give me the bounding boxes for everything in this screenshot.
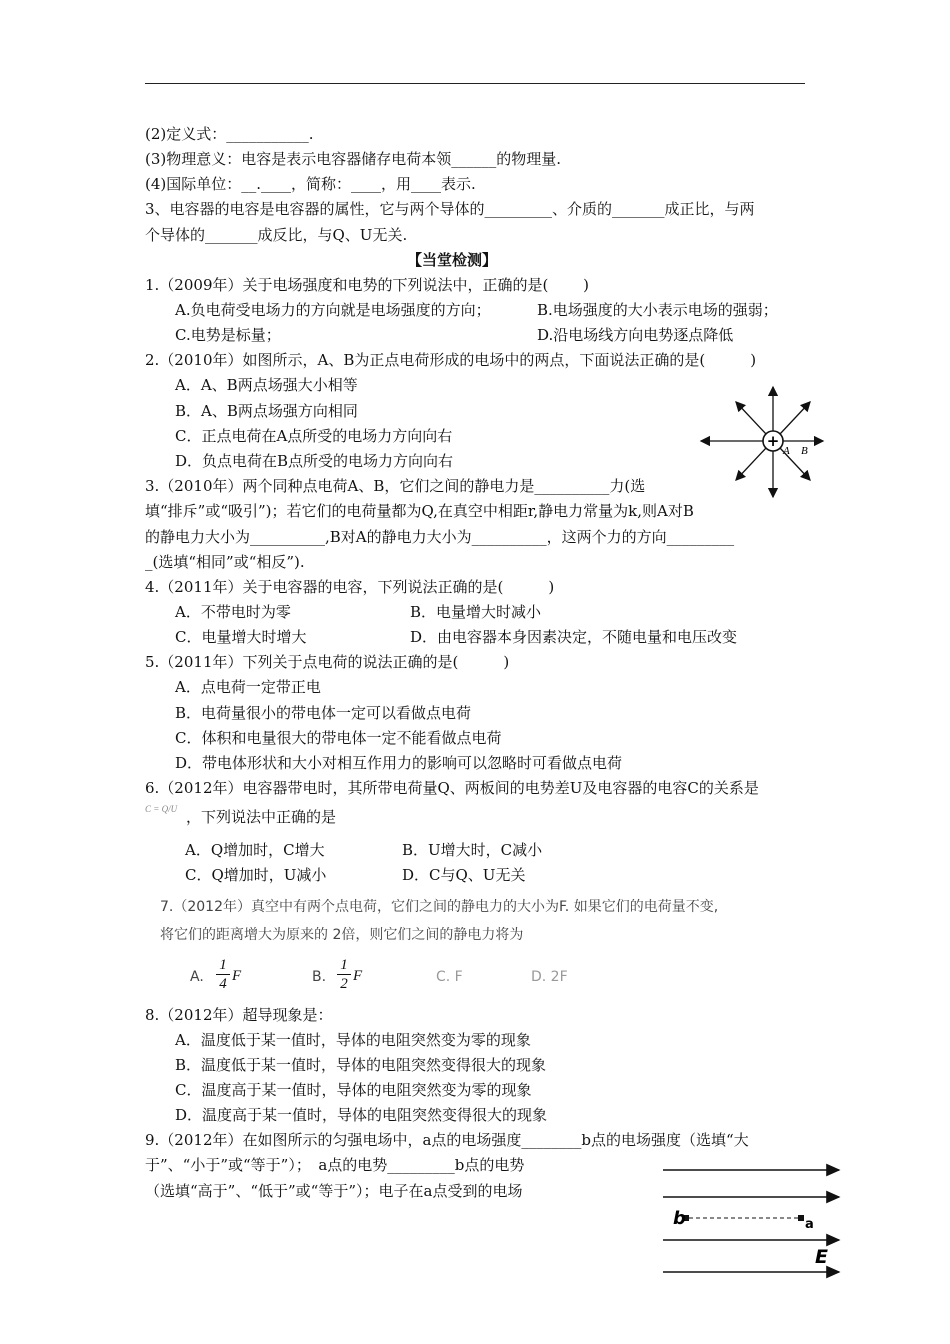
q5-option-c: C．体积和电量很大的带电体一定不能看做点电荷 [175,729,502,747]
uniform-field-diagram [655,1160,845,1290]
q6-option-a: A．Q增加时，C增大 [185,841,325,859]
question-3-line-2: 填“排斥”或“吸引”)；若它们的电荷量都为Q,在真空中相距r,静电力常量为k,则A对B [145,502,694,520]
question-7-line-1: 7.（2012年）真空中有两个点电荷，它们之间的静电力的大小为F. 如果它们的电荷量不变, [160,899,719,915]
q7-fraction-b-var: F [353,968,363,984]
q7-option-c: C. F [436,969,463,985]
line-meaning: (3)物理意义：电容是表示电容器储存电荷本领______的物理量. [145,150,562,168]
label-a: a [805,1217,814,1232]
q1-option-a: A.负电荷受电场力的方向就是电场强度的方向； [175,301,491,319]
q7-option-d: D. 2F [531,969,568,985]
q8-option-c: C．温度高于某一值时，导体的电阻突然变为零的现象 [175,1081,532,1099]
question-2: 2.（2010年）如图所示，A、B为正点电荷形成的电场中的两点，下面说法正确的是( ) [145,351,757,369]
q1-option-b: B.电场强度的大小表示电场的强弱； [537,301,778,319]
q5-option-b: B．电荷量很小的带电体一定可以看做点电荷 [175,704,472,722]
section-title: 【当堂检测】 [407,251,498,269]
q5-option-d: D．带电体形状和大小对相互作用力的影响可以忽略时可看做点电荷 [175,754,623,772]
q8-option-d: D．温度高于某一值时，导体的电阻突然变得很大的现象 [175,1106,548,1124]
q1-option-d: D.沿电场线方向电势逐点降低 [537,326,734,344]
q2-option-c: C．正点电荷在A点所受的电场力方向向右 [175,427,453,445]
question-3-line-1: 3.（2010年）两个同种点电荷A、B，它们之间的静电力是__________力(选 [145,477,646,495]
question-1: 1.（2009年）关于电场强度和电势的下列说法中，正确的是( ) [145,276,589,294]
point-charge-field-diagram [697,383,827,503]
header-rule [145,83,805,84]
q2-option-b: B．A、B两点场强方向相同 [175,402,358,420]
question-9-line-1: 9.（2012年）在如图所示的匀强电场中，a点的电场强度________b点的电场强度（选填“大 [145,1131,749,1149]
q7-fraction-b: 1 2 [337,957,351,992]
q7-fraction-a: 1 4 [216,957,230,992]
line-unit: (4)国际单位：__.____，简称：____，用____表示. [145,175,476,193]
point-b-label: B [801,445,808,457]
q6-option-c: C．Q增加时，U减小 [185,866,327,884]
question-6-tail: ，下列说法中正确的是 [186,808,337,826]
label-e: E [815,1246,828,1268]
question-5: 5.（2011年）下列关于点电荷的说法正确的是( ) [145,653,510,671]
point-a-label: A [783,445,790,457]
capacitance-formula: C = Q/U [145,804,178,814]
line-definition: (2)定义式：___________. [145,125,314,143]
charge-sign: + [766,432,780,450]
q8-option-b: B．温度低于某一值时，导体的电阻突然变得很大的现象 [175,1056,547,1074]
q8-option-a: A．温度低于某一值时，导体的电阻突然变为零的现象 [175,1031,531,1049]
label-b: b [673,1208,686,1229]
question-3-line-3: 的静电力大小为__________,B对A的静电力大小为__________，这两个力的方向_________ [145,528,735,546]
q4-option-b: B．电量增大时减小 [410,603,542,621]
question-6: 6.（2012年）电容器带电时，其所带电荷量Q、两板间的电势差U及电容器的电容C的关系是 [145,779,759,797]
q1-option-c: C.电势是标量； [175,326,281,344]
q4-option-c: C．电量增大时增大 [175,628,307,646]
q2-option-d: D．负点电荷在B点所受的电场力方向向右 [175,452,454,470]
question-9-line-2: 于”、“小于”或“等于”）； a点的电势_________b点的电势 [145,1156,525,1174]
q4-option-a: A．不带电时为零 [175,603,291,621]
question-8: 8.（2012年）超导现象是： [145,1006,333,1024]
line-property-1: 3、电容器的电容是电容器的属性，它与两个导体的_________、介质的_______成正比，与两 [145,200,755,218]
line-property-2: 个导体的_______成反比，与Q、U无关. [145,226,408,244]
q5-option-a: A．点电荷一定带正电 [175,678,321,696]
question-9-line-3: （选填“高于”、“低于”或“等于”）；电子在a点受到的电场 [145,1182,523,1200]
q7-option-b: B. [312,969,327,985]
q6-option-b: B．U增大时，C减小 [402,841,543,859]
question-7-line-2: 将它们的距离增大为原来的 2倍，则它们之间的静电力将为 [160,927,524,943]
question-3-line-4: _(选填“相同”或“相反”). [145,553,305,571]
q2-option-a: A．A、B两点场强大小相等 [175,376,358,394]
q6-option-d: D．C与Q、U无关 [402,866,526,884]
q7-fraction-a-var: F [232,968,242,984]
q7-option-a: A. [190,969,204,985]
q4-option-d: D．由电容器本身因素决定，不随电量和电压改变 [410,628,738,646]
question-4: 4.（2011年）关于电容器的电容，下列说法正确的是( ) [145,578,555,596]
